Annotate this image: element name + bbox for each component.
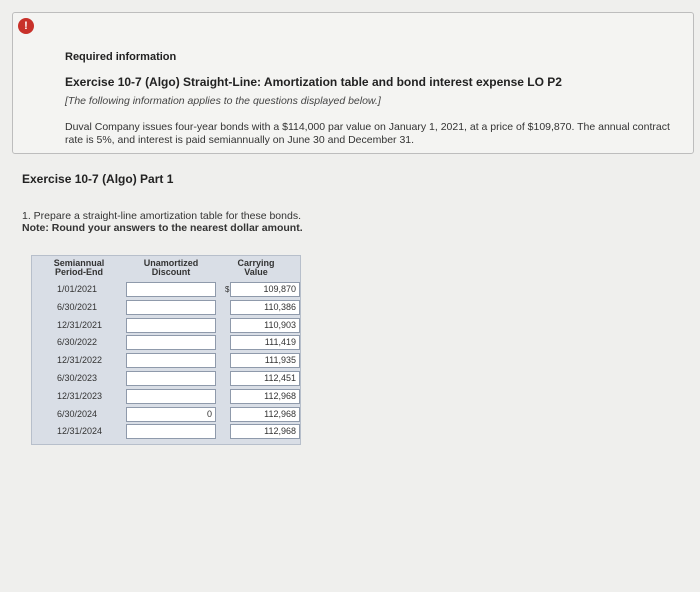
period-end-cell: 6/30/2022: [57, 337, 98, 348]
applies-note: [The following information applies to the questions displayed below.]: [65, 95, 381, 107]
header-discount: Unamortized Discount: [143, 258, 199, 277]
period-end-cell: 6/30/2024: [57, 408, 98, 419]
period-end-cell: 12/31/2021: [57, 319, 103, 330]
instructions: [22, 210, 303, 234]
period-end-cell: 12/31/2023: [57, 390, 103, 401]
carrying-value-input[interactable]: 110,903: [230, 318, 300, 333]
table-row: [32, 423, 300, 440]
table-row: [32, 406, 300, 423]
unamortized-discount-input[interactable]: [126, 300, 216, 315]
carrying-value-input[interactable]: 111,935: [230, 353, 300, 368]
unamortized-discount-input[interactable]: [126, 335, 216, 350]
unamortized-discount-input[interactable]: [126, 424, 216, 439]
required-information-box: [12, 12, 694, 154]
carrying-value-input[interactable]: 112,968: [230, 424, 300, 439]
carrying-value-input[interactable]: 111,419: [230, 335, 300, 350]
period-end-cell: 6/30/2023: [57, 373, 98, 383]
currency-symbol: $: [225, 285, 230, 294]
instruction-text: 1. Prepare a straight-line amortization table for these bonds.: [22, 210, 301, 222]
required-information-label: Required information: [65, 51, 177, 63]
header-carrying: Carrying Value: [237, 258, 275, 277]
carrying-value-input[interactable]: 112,451: [230, 371, 300, 386]
header-period: Semiannual Period-End: [53, 258, 105, 277]
unamortized-discount-input[interactable]: [126, 407, 216, 422]
unamortized-discount-input[interactable]: [126, 353, 216, 368]
part-title: Exercise 10-7 (Algo) Part 1: [22, 172, 174, 186]
alert-icon: !: [18, 18, 34, 34]
table-row: [32, 388, 300, 405]
table-row: [32, 281, 300, 298]
unamortized-discount-input[interactable]: [126, 318, 216, 333]
unamortized-discount-input[interactable]: [126, 282, 216, 297]
carrying-value-input[interactable]: 112,968: [230, 389, 300, 404]
table-row: [32, 317, 300, 334]
table-row: [32, 299, 300, 316]
carrying-value-input[interactable]: 110,386: [230, 300, 300, 315]
table-row: [32, 352, 300, 369]
carrying-value-input[interactable]: 112,968: [230, 407, 300, 422]
unamortized-discount-input[interactable]: [126, 389, 216, 404]
table-row: [32, 370, 300, 387]
amortization-table: [31, 255, 301, 445]
period-end-cell: 12/31/2024: [57, 426, 103, 437]
unamortized-discount-input[interactable]: [126, 371, 216, 386]
period-end-cell: 1/01/2021: [57, 284, 98, 294]
rounding-note: Note: Round your answers to the nearest dollar amount.: [22, 222, 303, 234]
table-row: [32, 334, 300, 351]
unamortized-discount-value: 0: [206, 408, 212, 419]
problem-description: Duval Company issues four-year bonds with a $114,000 par value on January 1, 2021, at a price of $109,870. The annual contract rate is 5%, and interest is paid semiannually on June 30 and December 31.: [65, 121, 670, 146]
exercise-title: Exercise 10-7 (Algo) Straight-Line: Amortization table and bond interest expense LO P2: [65, 75, 562, 89]
period-end-cell: 6/30/2021: [57, 301, 98, 312]
period-end-cell: 12/31/2022: [57, 355, 103, 366]
carrying-value-input[interactable]: 109,870: [230, 282, 300, 297]
